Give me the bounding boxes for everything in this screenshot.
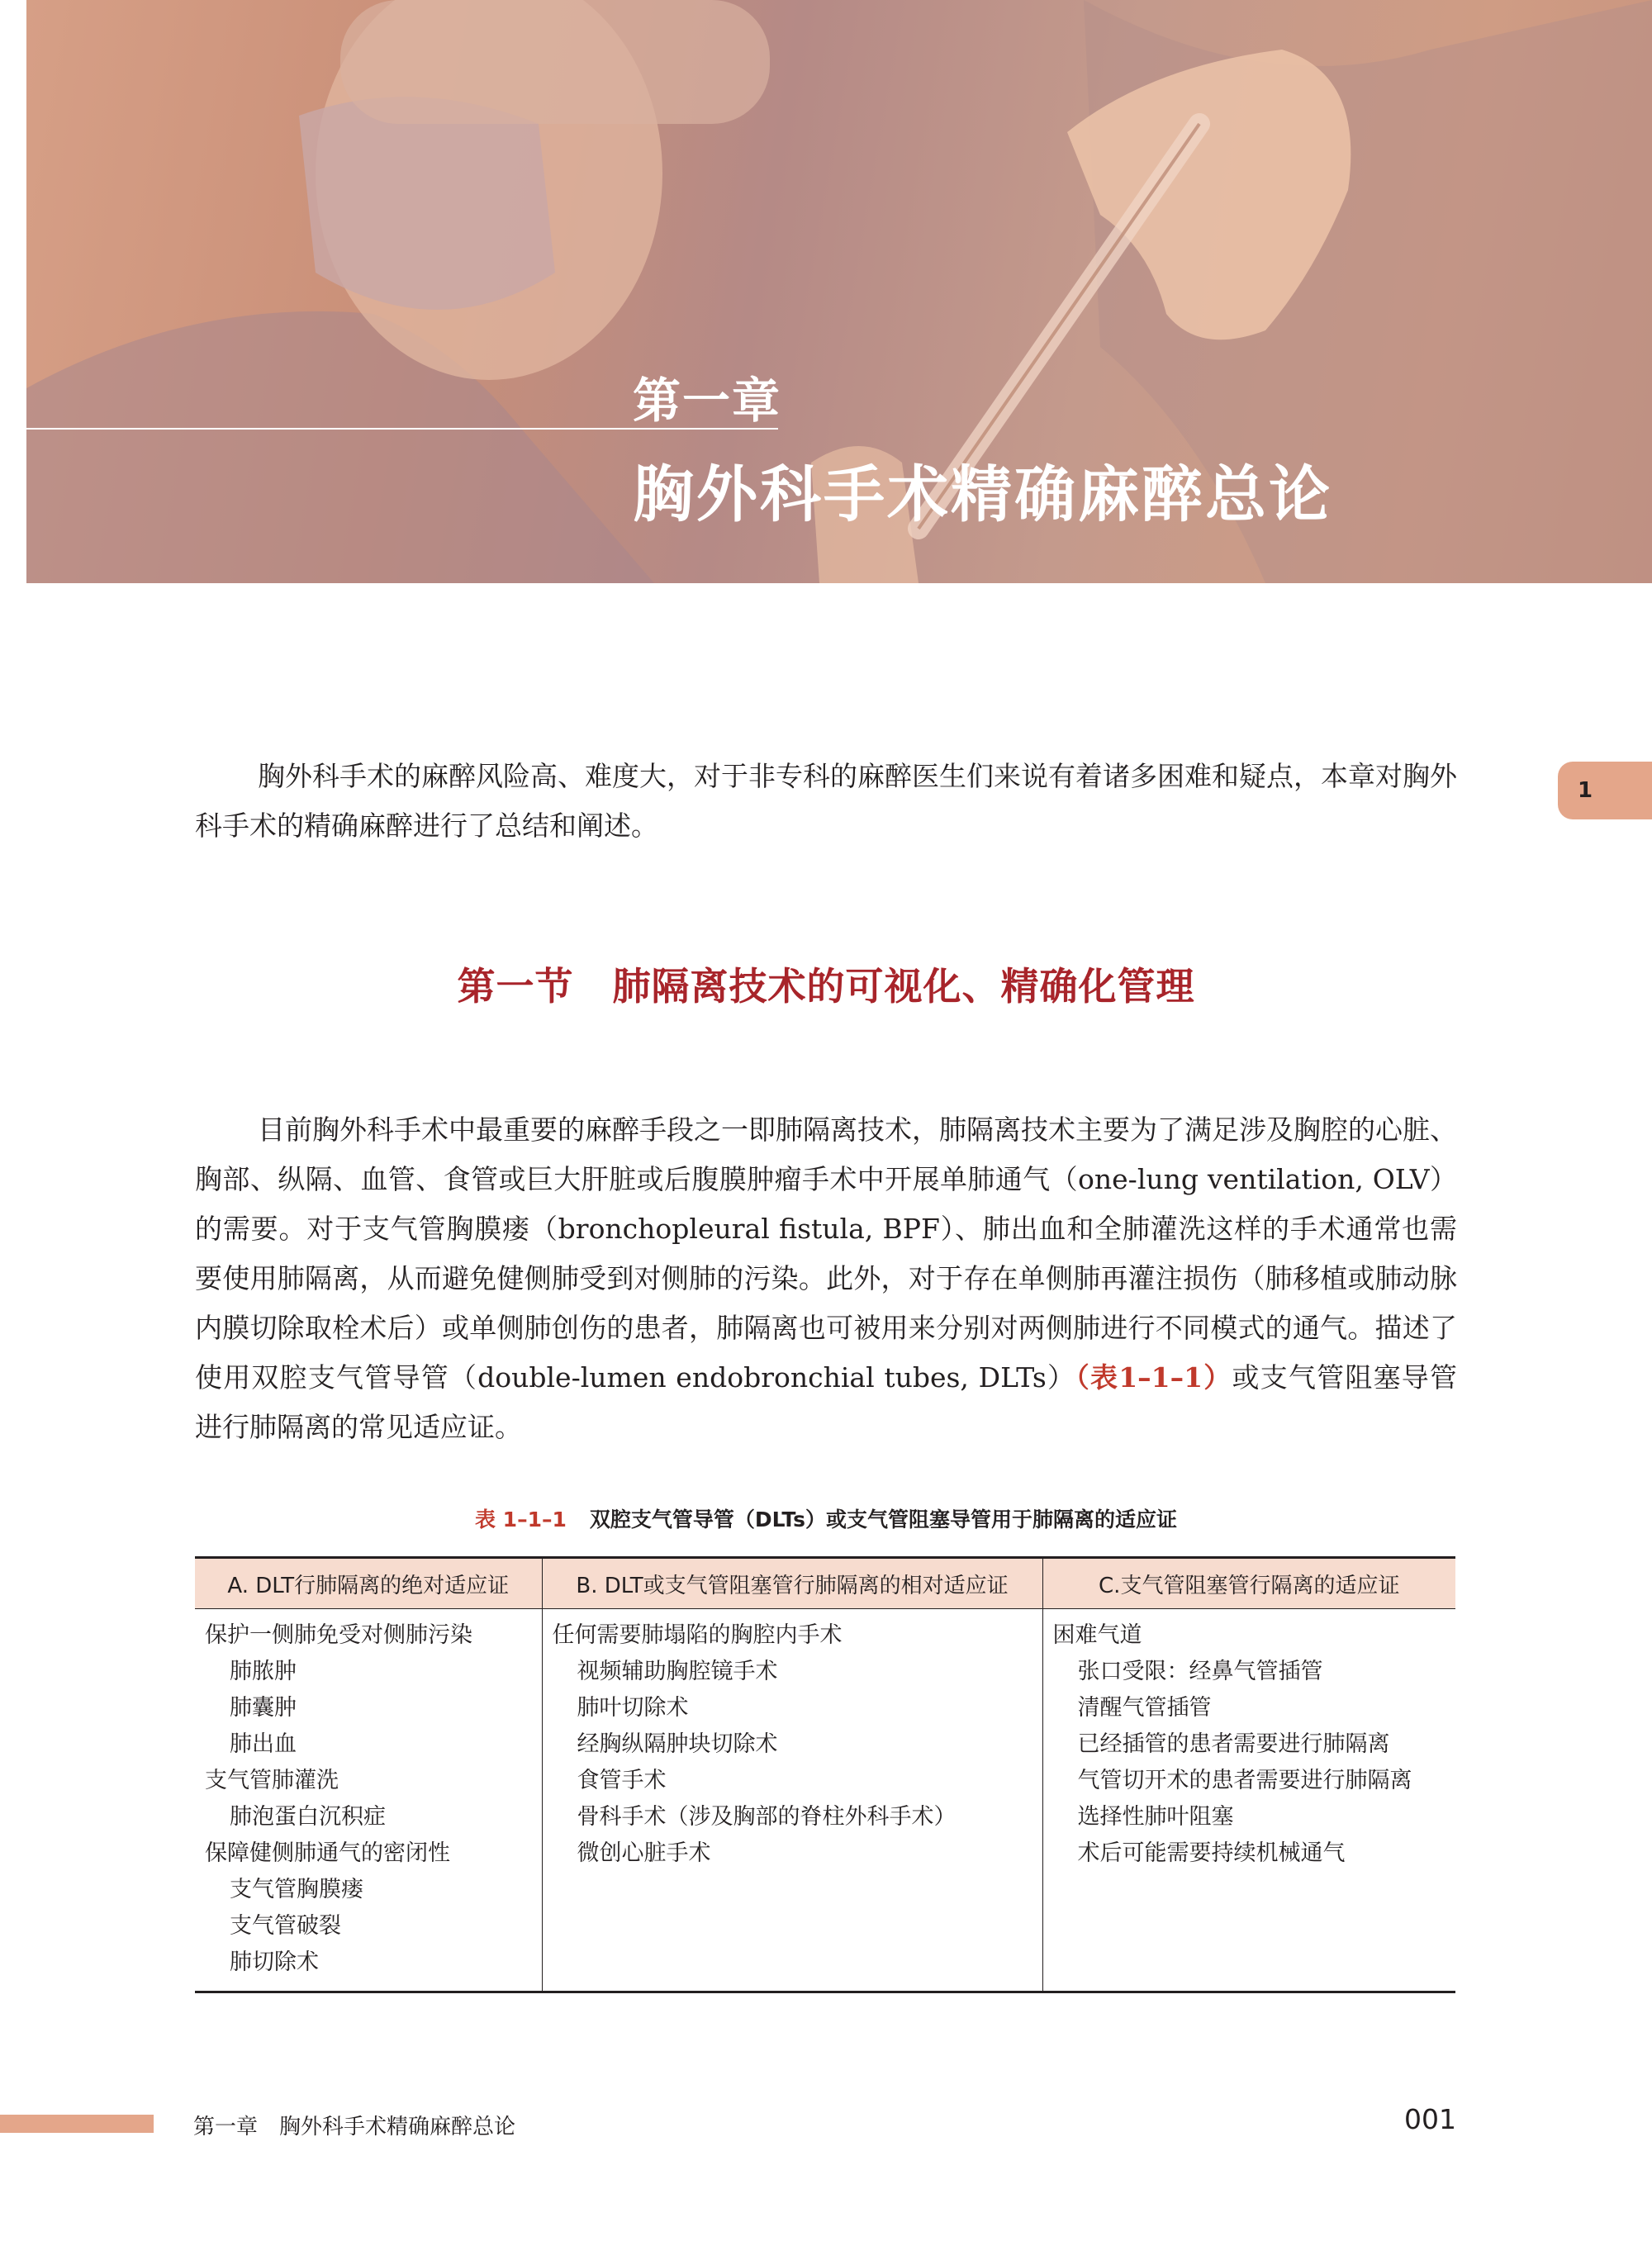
table-list-item: 支气管胸膜瘘 — [230, 1877, 363, 1902]
table-list-item: 保障健侧肺通气的密闭性 — [205, 1840, 450, 1866]
chapter-label: 第一章 — [633, 373, 782, 429]
intro-paragraph — [195, 752, 1457, 851]
table-list-item: 微创心脏手术 — [577, 1840, 711, 1866]
table-list-item: 支气管肺灌洗 — [205, 1768, 339, 1793]
table-list-item: 肺囊肿 — [230, 1695, 297, 1721]
indications-table — [195, 1556, 1455, 1993]
table-list-item: 术后可能需要持续机械通气 — [1077, 1840, 1346, 1866]
table-header-row — [195, 1558, 1455, 1609]
body-paragraph — [195, 1105, 1457, 1452]
table-list-item: 支气管破裂 — [230, 1913, 341, 1939]
table-list-item: 经胸纵隔肿块切除术 — [577, 1731, 778, 1757]
table-list-item: 肺脓肿 — [230, 1659, 297, 1684]
table-list-item: 气管切开术的患者需要进行肺隔离 — [1077, 1768, 1412, 1793]
table-list-item: 视频辅助胸腔镜手术 — [577, 1659, 778, 1684]
chapter-banner — [26, 0, 1652, 583]
body-text — [195, 1105, 1457, 1452]
table-list-item: 已经插管的患者需要进行肺隔离 — [1077, 1731, 1390, 1757]
table-list-item: 张口受限：经鼻气管插管 — [1077, 1659, 1323, 1684]
chapter-title: 胸外科手术精确麻醉总论 — [633, 459, 1332, 530]
body-text-tail: 或支气管阻塞导管进行肺隔离的常见适应证。 — [195, 1361, 1458, 1443]
body-text-main: 目前胸外科手术中最重要的麻醉手段之一即肺隔离技术，肺隔离技术主要为了满足涉及胸腔的心脏、胸部、纵隔、血管、食管或巨大肝脏或后腹膜肿瘤手术中开展单肺通气（one-lung ventilation, OLV）的需要。对于支气管胸膜瘘（bronchopleural fistula, BPF）、肺出血和全肺灌洗这样的手术通常也需要使用肺隔离，从而避免健侧肺受到对侧肺的污染。此外，对于存在单侧肺再灌注损伤（肺移植或肺动脉内膜切除取栓术后）或单侧肺创伤的患者，肺隔离也可被用来分别对两侧肺进行不同模式的通气。描述了使用双腔支气管导管（double-lumen endobronchial tubes, DLTs） — [195, 1114, 1457, 1394]
table-list-item: 肺叶切除术 — [577, 1695, 689, 1721]
section-heading: 第一节 肺隔离技术的可视化、精确化管理 — [457, 964, 1195, 1009]
table-row — [195, 1609, 1455, 1992]
chapter-side-tab: 1 — [1558, 762, 1652, 819]
table-list-item: 困难气道 — [1052, 1622, 1142, 1648]
table-list-item: 骨科手术（涉及胸部的脊柱外科手术） — [577, 1804, 957, 1830]
table-caption — [0, 1503, 1652, 1533]
intro-text: 胸外科手术的麻醉风险高、难度大，对于非专科的麻醉医生们来说有着诸多困难和疑点，本章对胸外科手术的精确麻醉进行了总结和阐述。 — [195, 760, 1457, 842]
table-caption-number: 表 1–1–1 — [474, 1508, 567, 1531]
table-list-item: 清醒气管插管 — [1077, 1695, 1212, 1721]
table-list-item: 保护一侧肺免受对侧肺污染 — [205, 1622, 472, 1648]
table-cell-column-c — [1042, 1609, 1455, 1992]
table-list-item: 肺泡蛋白沉积症 — [230, 1804, 386, 1830]
footer-accent-bar — [0, 2115, 154, 2133]
table-reference-link[interactable]: （表1–1–1） — [1075, 1361, 1232, 1394]
table-cell-column-b — [542, 1609, 1042, 1992]
table-list-item: 任何需要肺塌陷的胸腔内手术 — [552, 1622, 843, 1648]
table-list-item: 肺切除术 — [230, 1949, 319, 1975]
table-list-item: 食管手术 — [577, 1768, 667, 1793]
table-header-cell: A. DLT行肺隔离的绝对适应证 — [195, 1558, 542, 1609]
table-cell-column-a — [195, 1609, 542, 1992]
page-number: 001 — [1404, 2103, 1456, 2135]
table-list-item: 肺出血 — [230, 1731, 297, 1757]
table-header-cell: B. DLT或支气管阻塞管行肺隔离的相对适应证 — [542, 1558, 1042, 1609]
table-header-cell: C.支气管阻塞管行隔离的适应证 — [1042, 1558, 1455, 1609]
table-list-item: 选择性肺叶阻塞 — [1077, 1804, 1234, 1830]
footer-running-title: 第一章 胸外科手术精确麻醉总论 — [193, 2115, 516, 2139]
table-caption-text: 双腔支气管导管（DLTs）或支气管阻塞导管用于肺隔离的适应证 — [589, 1508, 1178, 1531]
